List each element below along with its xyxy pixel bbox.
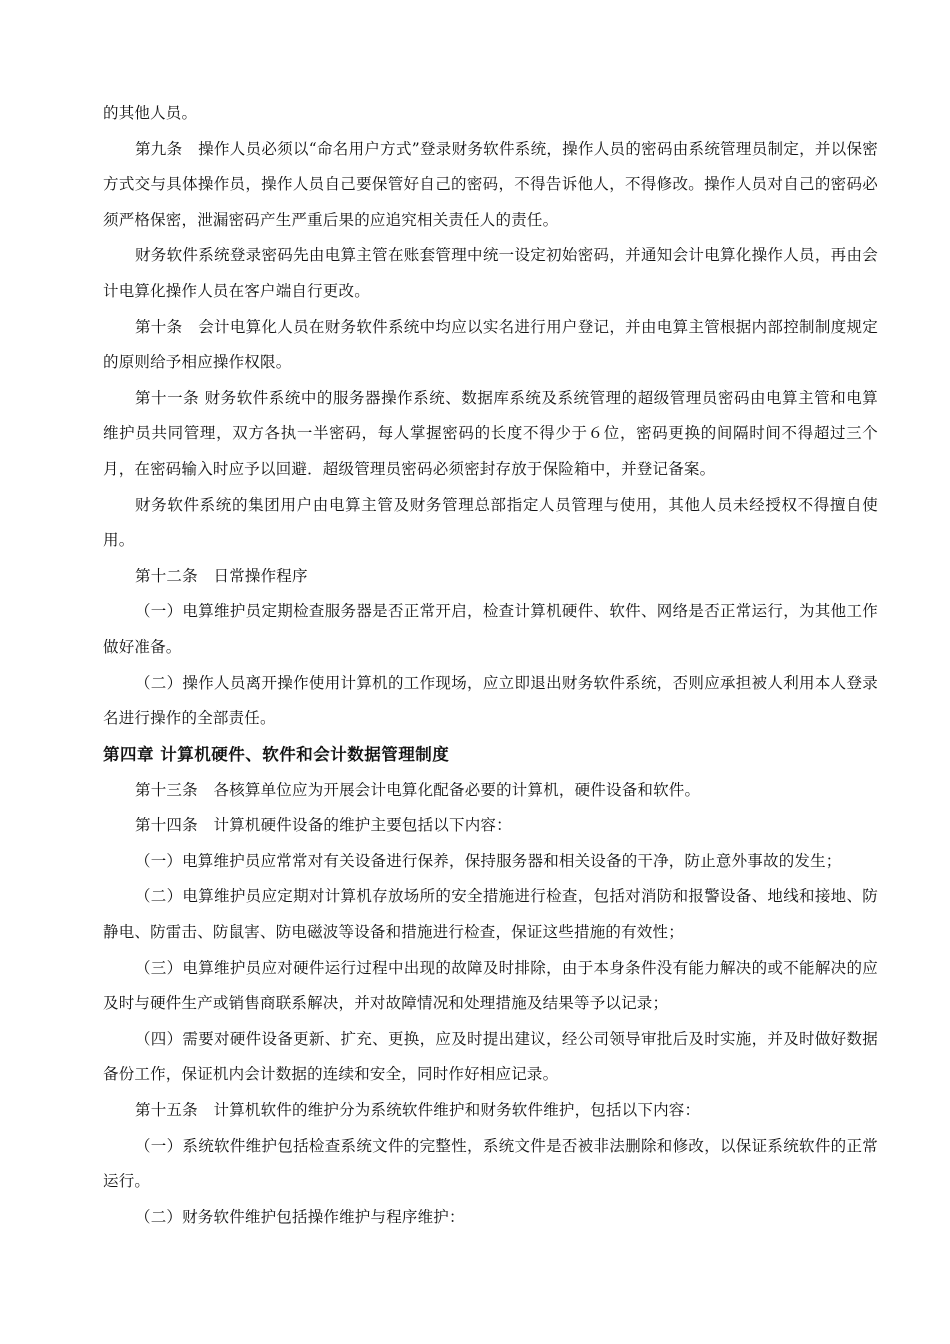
section-top [103,96,878,737]
section-bottom [103,773,878,1236]
paragraph: （二）操作人员离开操作使用计算机的工作现场，应立即退出财务软件系统，否则应承担被人利用本人登录名进行操作的全部责任。 [103,673,878,728]
paragraph: 第十条 会计电算化人员在财务软件系统中均应以实名进行用户登记，并由电算主管根据内部控制制度规定的原则给予相应操作权限。 [103,317,878,372]
paragraph: （二）财务软件维护包括操作维护与程序维护： [135,1207,465,1226]
paragraph: （三）电算维护员应对硬件运行过程中出现的故障及时排除，由于本身条件没有能力解决的或不能解决的应及时与硬件生产或销售商联系解决，并对故障情况和处理措施及结果等予以记录； [103,958,878,1013]
paragraph: 财务软件系统的集团用户由电算主管及财务管理总部指定人员管理与使用，其他人员未经授权不得擅自使用。 [103,495,878,550]
paragraph: 的其他人员。 [103,104,198,122]
paragraph: （二）电算维护员应定期对计算机存放场所的安全措施进行检查，包括对消防和报警设备、地线和接地、防静电、防雷击、防鼠害、防电磁波等设备和措施进行检查，保证这些措施的有效性； [103,887,878,942]
paragraph: 第十四条 计算机硬件设备的维护主要包括以下内容： [135,816,512,835]
paragraph: 第九条 操作人员必须以“命名用户方式”登录财务软件系统，操作人员的密码由系统管理员制定，并以保密方式交与具体操作员，操作人员自己要保管好自己的密码，不得告诉他人，不得修改。操作人员对自己的密码必须严格保密，泄漏密码产生严重后果的应追究相关责任人的责任。 [103,139,878,229]
chapter-heading: 第四章 计算机硬件、软件和会计数据管理制度 [103,744,450,764]
paragraph: 第十一条 财务软件系统中的服务器操作系统、数据库系统及系统管理的超级管理员密码由电算主管和电算维护员共同管理，双方各执一半密码，每人掌握密码的长度不得少于６位，密码更换的间隔时间不得超过三个月，在密码输入时应予以回避．超级管理员密码必须密封存放于保险箱中，并登记备案。 [103,388,878,478]
paragraph: 财务软件系统登录密码先由电算主管在账套管理中统一设定初始密码，并通知会计电算化操作人员，再由会计电算化操作人员在客户端自行更改。 [103,246,878,300]
paragraph: 第十三条 各核算单位应为开展会计电算化配备必要的计算机，硬件设备和软件。 [135,780,701,799]
paragraph: （一）电算维护员定期检查服务器是否正常开启，检查计算机硬件、软件、网络是否正常运行，为其他工作做好准备。 [103,602,878,656]
paragraph: 第十五条 计算机软件的维护分为系统软件维护和财务软件维护，包括以下内容： [135,1101,701,1120]
paragraph: （四）需要对硬件设备更新、扩充、更换，应及时提出建议，经公司领导审批后及时实施，并及时做好数据备份工作，保证机内会计数据的连续和安全，同时作好相应记录。 [103,1029,878,1084]
paragraph: （一）系统软件维护包括检查系统文件的完整性，系统文件是否被非法删除和修改，以保证系统软件的正常运行。 [103,1136,878,1191]
paragraph: 第十二条 日常操作程序 [135,566,308,585]
paragraph: （一）电算维护员应常常对有关设备进行保养，保持服务器和相关设备的干净，防止意外事故的发生； [135,851,842,870]
